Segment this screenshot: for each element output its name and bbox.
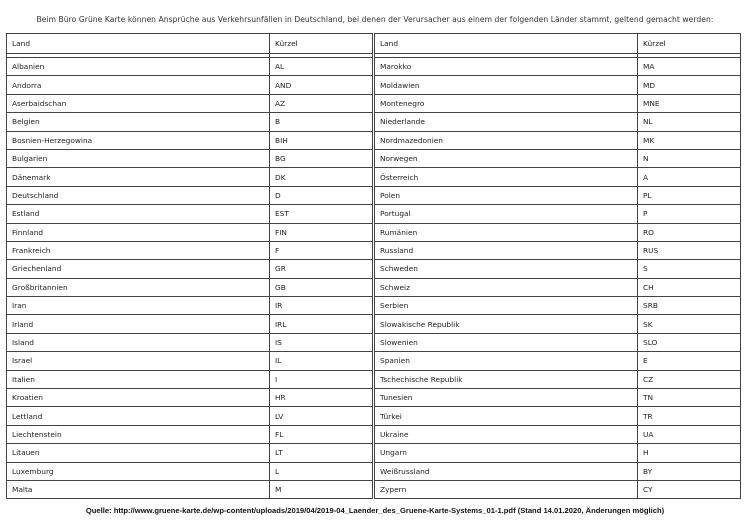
table-row — [375, 407, 741, 425]
table-row — [375, 333, 741, 351]
table-row — [375, 462, 741, 480]
table-row — [7, 333, 373, 351]
country-code-cell: NL — [638, 113, 741, 131]
country-code-cell: EST — [270, 205, 373, 223]
country-code-cell: S — [638, 260, 741, 278]
country-code-cell: MA — [638, 58, 741, 76]
country-name-cell: Österreich — [375, 168, 638, 186]
country-code-cell: I — [270, 370, 373, 388]
table-row — [7, 260, 373, 278]
country-name-cell: Großbritannien — [7, 278, 270, 296]
country-code-cell: IL — [270, 352, 373, 370]
country-code-cell: M — [270, 480, 373, 498]
country-name-cell: Israel — [7, 352, 270, 370]
country-name-cell: Dänemark — [7, 168, 270, 186]
country-name-cell: Schweden — [375, 260, 638, 278]
country-name-cell: Schweiz — [375, 278, 638, 296]
table-row — [7, 370, 373, 388]
country-name-cell: Lettland — [7, 407, 270, 425]
table-body-right — [375, 58, 741, 499]
country-table-right — [374, 33, 741, 499]
country-name-cell: Bulgarien — [7, 149, 270, 167]
country-name-cell: Griechenland — [7, 260, 270, 278]
country-code-cell: CZ — [638, 370, 741, 388]
country-name-cell: Frankreich — [7, 241, 270, 259]
table-row — [7, 168, 373, 186]
country-code-cell: GB — [270, 278, 373, 296]
country-name-cell: Andorra — [7, 76, 270, 94]
country-code-cell: IS — [270, 333, 373, 351]
table-row — [7, 94, 373, 112]
country-name-cell: Italien — [7, 370, 270, 388]
table-row — [7, 352, 373, 370]
country-name-cell: Rumänien — [375, 223, 638, 241]
table-row — [375, 297, 741, 315]
country-code-cell: H — [638, 444, 741, 462]
table-row — [7, 297, 373, 315]
country-name-cell: Iran — [7, 297, 270, 315]
table-row — [7, 186, 373, 204]
country-code-cell: P — [638, 205, 741, 223]
country-name-cell: Bosnien-Herzegowina — [7, 131, 270, 149]
country-name-cell: Marokko — [375, 58, 638, 76]
table-row — [7, 480, 373, 498]
country-code-cell: AL — [270, 58, 373, 76]
table-body-left — [7, 58, 373, 499]
country-name-cell: Malta — [7, 480, 270, 498]
country-name-cell: Polen — [375, 186, 638, 204]
table-row — [375, 278, 741, 296]
country-name-cell: Albanien — [7, 58, 270, 76]
table-row — [375, 425, 741, 443]
country-code-cell: LT — [270, 444, 373, 462]
country-name-cell: Estland — [7, 205, 270, 223]
country-name-cell: Kroatien — [7, 389, 270, 407]
country-name-cell: Slowakische Republik — [375, 315, 638, 333]
table-row — [7, 444, 373, 462]
table-row — [375, 186, 741, 204]
country-code-cell: PL — [638, 186, 741, 204]
country-code-cell: RO — [638, 223, 741, 241]
country-code-cell: SRB — [638, 297, 741, 315]
column-header-land: Land — [375, 34, 638, 54]
country-code-cell: FIN — [270, 223, 373, 241]
country-name-cell: Montenegro — [375, 94, 638, 112]
country-table-left — [6, 33, 373, 499]
country-code-cell: D — [270, 186, 373, 204]
country-code-cell: AZ — [270, 94, 373, 112]
table-row — [375, 352, 741, 370]
country-code-cell: UA — [638, 425, 741, 443]
country-name-cell: Island — [7, 333, 270, 351]
table-row — [375, 168, 741, 186]
table-row — [7, 407, 373, 425]
country-name-cell: Weißrussland — [375, 462, 638, 480]
column-header-land: Land — [7, 34, 270, 54]
table-row — [7, 58, 373, 76]
table-row — [375, 76, 741, 94]
table-row — [375, 389, 741, 407]
country-name-cell: Irland — [7, 315, 270, 333]
table-row — [7, 131, 373, 149]
table-row — [375, 241, 741, 259]
table-row — [7, 315, 373, 333]
table-row — [375, 94, 741, 112]
table-row — [375, 444, 741, 462]
country-code-cell: BG — [270, 149, 373, 167]
country-name-cell: Litauen — [7, 444, 270, 462]
country-code-cell: LV — [270, 407, 373, 425]
country-name-cell: Nordmazedonien — [375, 131, 638, 149]
table-row — [375, 131, 741, 149]
table-row — [375, 58, 741, 76]
country-code-cell: TN — [638, 389, 741, 407]
table-header-row — [7, 34, 373, 54]
country-code-cell: IRL — [270, 315, 373, 333]
country-code-cell: N — [638, 149, 741, 167]
country-code-cell: MD — [638, 76, 741, 94]
table-row — [375, 315, 741, 333]
country-code-cell: BY — [638, 462, 741, 480]
country-name-cell: Moldawien — [375, 76, 638, 94]
country-name-cell: Niederlande — [375, 113, 638, 131]
country-name-cell: Aserbaidschan — [7, 94, 270, 112]
table-row — [375, 205, 741, 223]
country-name-cell: Slowenien — [375, 333, 638, 351]
column-header-kuerzel: Kürzel — [638, 34, 741, 54]
country-code-cell: E — [638, 352, 741, 370]
table-row — [7, 149, 373, 167]
country-code-cell: RUS — [638, 241, 741, 259]
country-code-cell: BIH — [270, 131, 373, 149]
country-name-cell: Zypern — [375, 480, 638, 498]
table-row — [7, 76, 373, 94]
country-name-cell: Ungarn — [375, 444, 638, 462]
table-row — [375, 223, 741, 241]
table-header-row — [375, 34, 741, 54]
country-name-cell: Portugal — [375, 205, 638, 223]
table-row — [7, 113, 373, 131]
country-name-cell: Türkei — [375, 407, 638, 425]
column-header-kuerzel: Kürzel — [270, 34, 373, 54]
country-name-cell: Tunesien — [375, 389, 638, 407]
country-name-cell: Serbien — [375, 297, 638, 315]
country-name-cell: Deutschland — [7, 186, 270, 204]
country-code-cell: CY — [638, 480, 741, 498]
table-row — [375, 370, 741, 388]
table-row — [7, 241, 373, 259]
table-row — [7, 205, 373, 223]
table-row — [7, 389, 373, 407]
country-code-cell: SLO — [638, 333, 741, 351]
country-code-cell: SK — [638, 315, 741, 333]
country-name-cell: Tschechische Republik — [375, 370, 638, 388]
country-code-cell: GR — [270, 260, 373, 278]
country-code-cell: DK — [270, 168, 373, 186]
country-code-cell: HR — [270, 389, 373, 407]
country-code-cell: TR — [638, 407, 741, 425]
table-row — [7, 425, 373, 443]
country-code-cell: IR — [270, 297, 373, 315]
country-name-cell: Liechtenstein — [7, 425, 270, 443]
table-row — [7, 278, 373, 296]
country-name-cell: Finnland — [7, 223, 270, 241]
country-name-cell: Norwegen — [375, 149, 638, 167]
country-name-cell: Luxemburg — [7, 462, 270, 480]
country-code-cell: CH — [638, 278, 741, 296]
country-code-cell: FL — [270, 425, 373, 443]
table-row — [375, 113, 741, 131]
country-code-cell: F — [270, 241, 373, 259]
table-row — [375, 260, 741, 278]
table-row — [375, 149, 741, 167]
country-name-cell: Ukraine — [375, 425, 638, 443]
country-code-cell: B — [270, 113, 373, 131]
country-code-cell: MK — [638, 131, 741, 149]
country-name-cell: Russland — [375, 241, 638, 259]
country-name-cell: Spanien — [375, 352, 638, 370]
table-row — [375, 480, 741, 498]
table-row — [7, 223, 373, 241]
country-code-cell: AND — [270, 76, 373, 94]
country-name-cell: Belgien — [7, 113, 270, 131]
country-code-cell: MNE — [638, 94, 741, 112]
table-row — [7, 462, 373, 480]
country-code-cell: A — [638, 168, 741, 186]
intro-text: Beim Büro Grüne Karte können Ansprüche aus Verkehrsunfällen in Deutschland, bei denen der Verursacher aus einem der folgenden Länder stammt, geltend gemacht werden: — [36, 15, 714, 24]
source-citation: Quelle: http://www.gruene-karte.de/wp-content/uploads/2019/04/2019-04_Laender_des_Gruene-Karte-Systems_01-1.pdf (Stand 14.01.2020, Änderungen möglich) — [85, 506, 665, 515]
country-code-cell: L — [270, 462, 373, 480]
